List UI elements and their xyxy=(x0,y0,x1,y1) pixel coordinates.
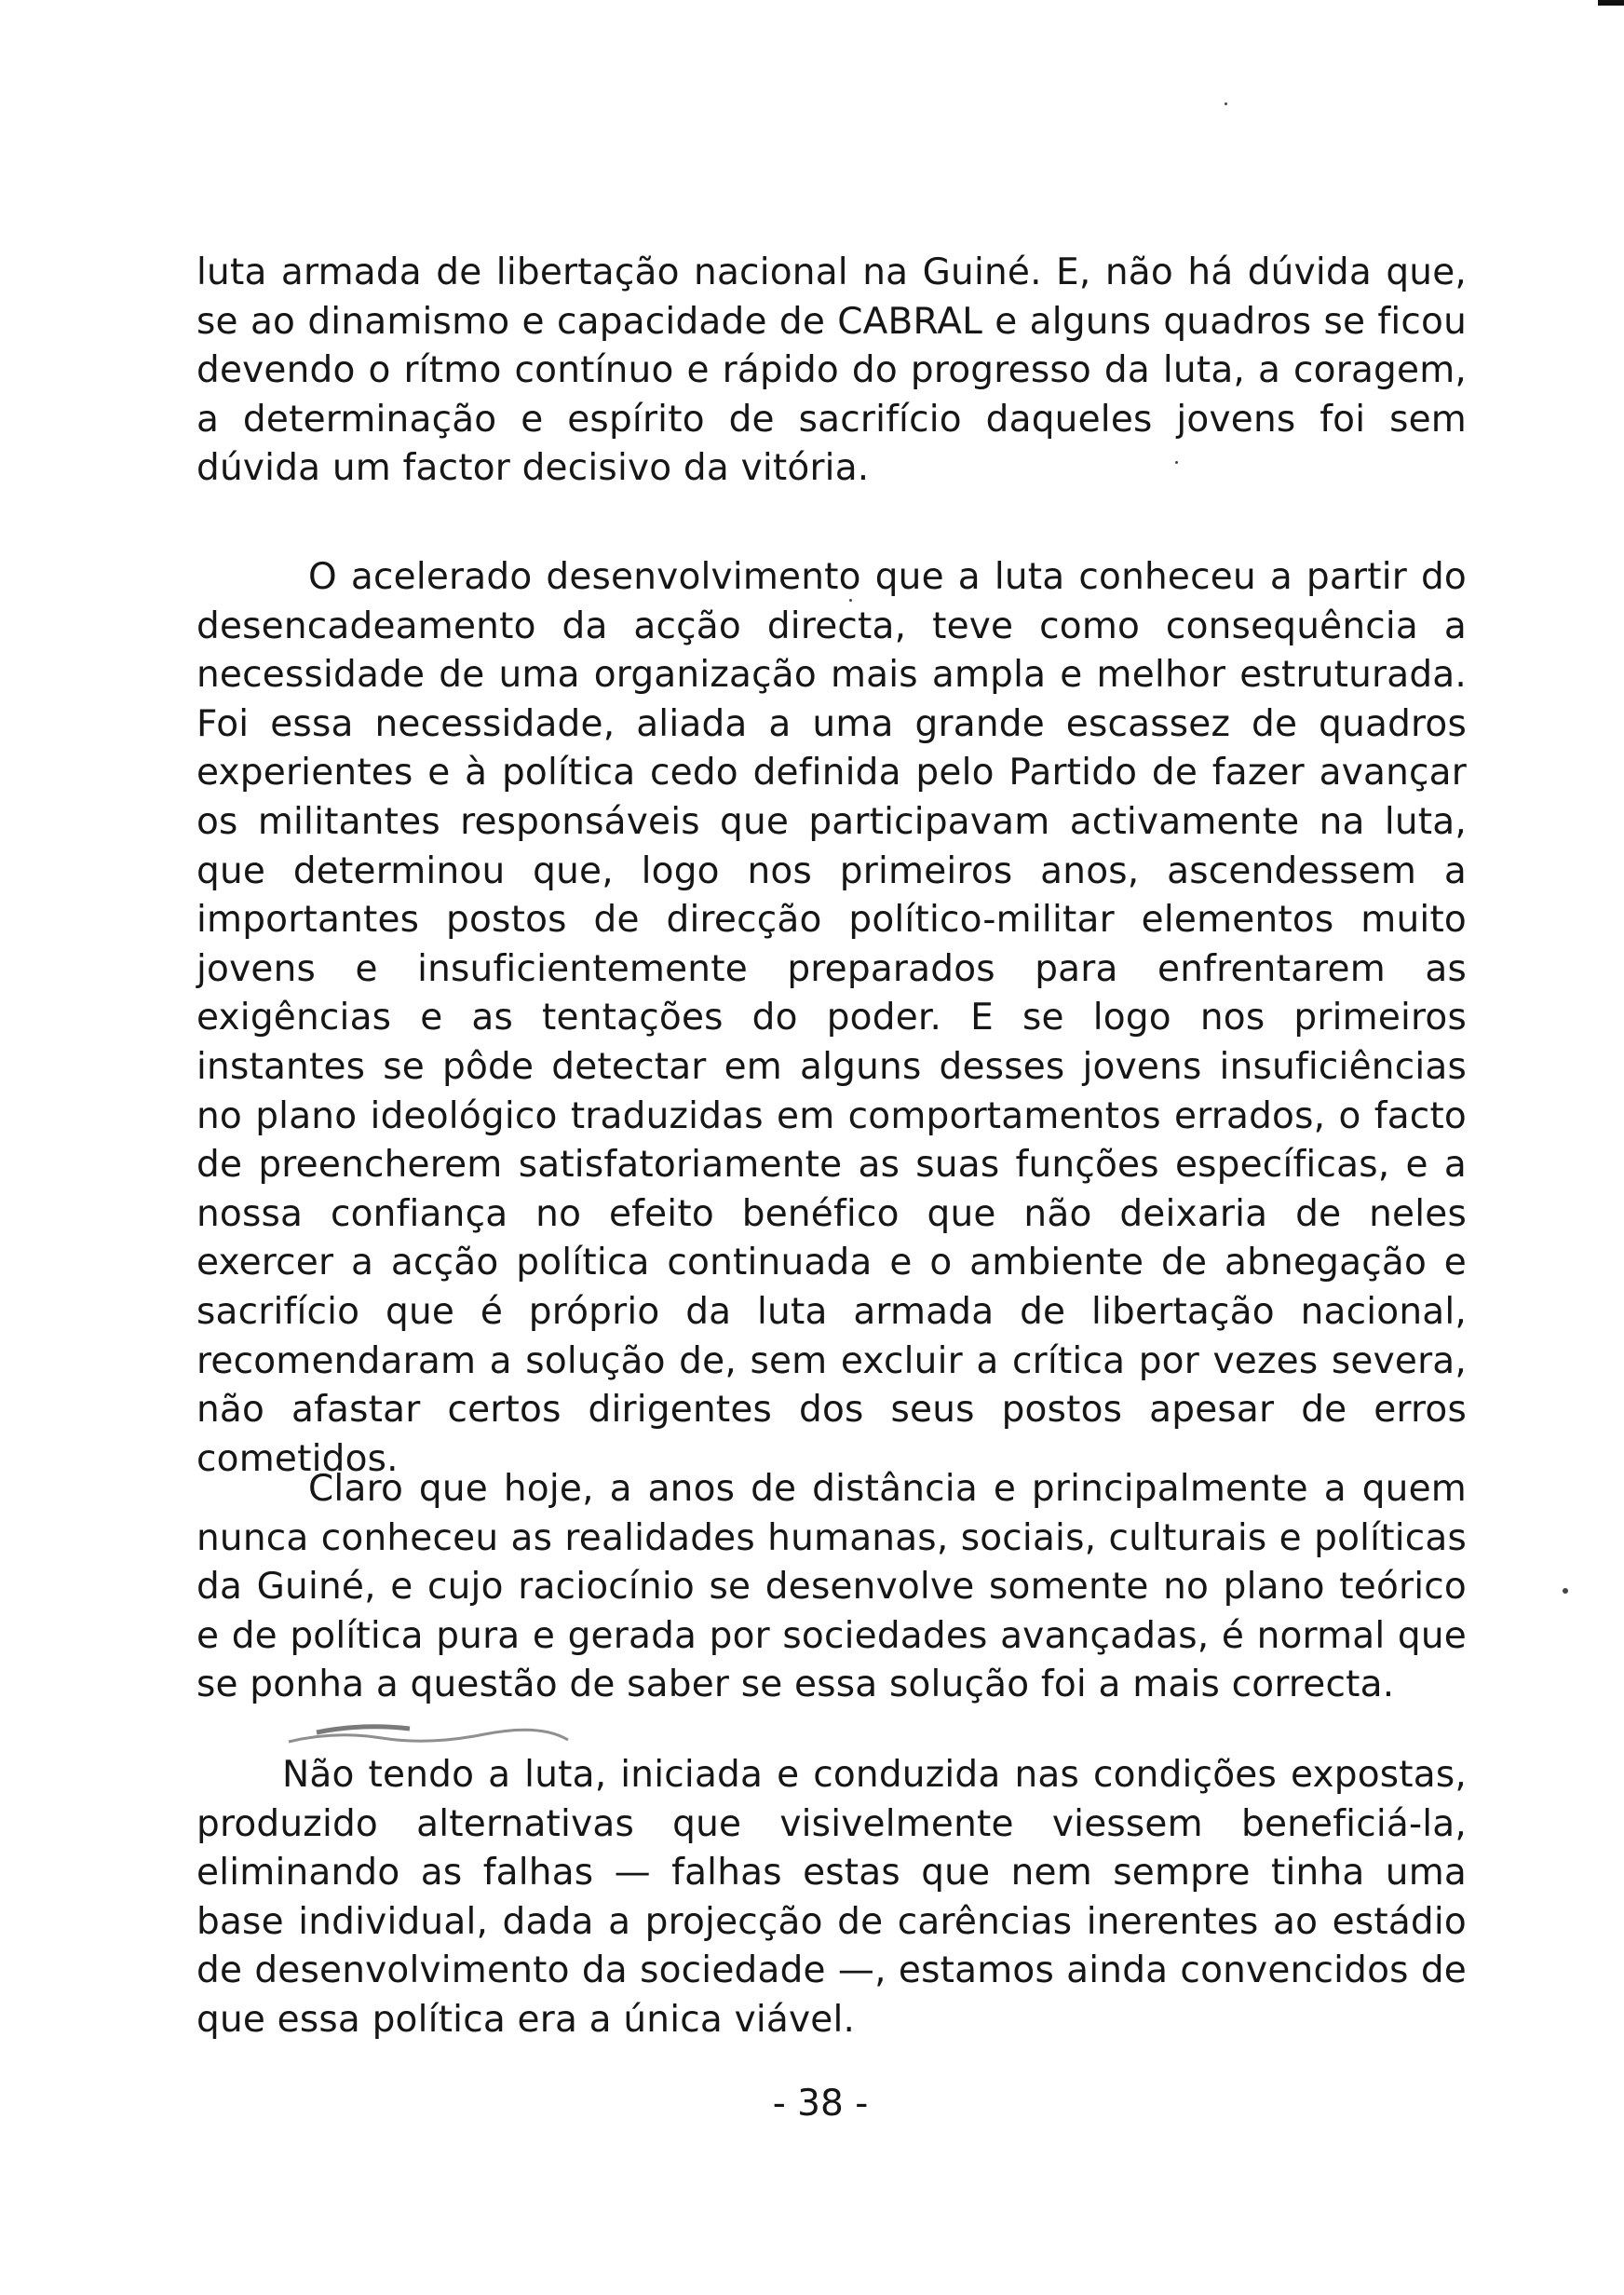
paragraph-2: O acelerado desenvolvimento que a luta conheceu a partir do desencadeamento da acção directa, teve como consequência a necessidade de uma organização mais ampla e melhor estruturada. Foi essa necessidade, aliada a uma grande escassez de quadros experientes e à política cedo definida pelo Partido de fazer avançar os militantes responsáveis que participavam activamente na luta, que determinou que, logo nos primeiros anos, ascendessem a importantes postos de direcção político-militar elementos muito jovens e insuficientemente preparados para enfrentarem as exigências e as tentações do poder. E se logo nos primeiros instantes se pôde detectar em alguns desses jovens insuficiências no plano ideológico traduzidas em comportamentos errados, o facto de preencherem satisfatoriamente as suas funções específicas, e a nossa confiança no efeito benéfico que não deixaria de neles exercer a acção política continuada e o ambiente de abnegação e sacrifício que é próprio da luta armada de libertação nacional, recomendaram a solução de, sem excluir a crítica por vezes severa, não afastar certos dirigentes dos seus postos apesar de erros cometidos. xyxy=(196,556,1467,1480)
paragraph-1: luta armada de libertação nacional na Guiné. E, não há dúvida que, se ao dinamismo e capacidade de CABRAL e alguns quadros se ficou devendo o rítmo contínuo e rápido do progresso da luta, a coragem, a determinação e espírito de sacrifício daqueles jovens foi sem dúvida um factor decisivo da vitória. xyxy=(196,251,1467,490)
page-number: - 38 - xyxy=(772,2083,869,2125)
paragraph-4: Não tendo a luta, iniciada e conduzida nas condições expostas, produzido alternativas que visivelmente viessem beneficiá-la, eliminando as falhas — falhas estas que nem sempre tinha uma base individual, dada a projecção de carências inerentes ao estádio de desenvolvimento da sociedade —, estamos ainda convencidos de que essa política era a única viável. xyxy=(196,1754,1467,2041)
scan-speck xyxy=(1563,1588,1568,1594)
ink-smudge xyxy=(279,1714,577,1751)
scan-speck xyxy=(1225,102,1227,105)
scan-speck xyxy=(849,599,852,602)
scan-speck xyxy=(1175,461,1178,464)
paragraph-3: Claro que hoje, a anos de distância e principalmente a quem nunca conheceu as realidades humanas, sociais, culturais e políticas da Guiné, e cujo raciocínio se desenvolve somente no plano teórico e de política pura e gerada por sociedades avançadas, é normal que se ponha a questão de saber se essa solução foi a mais correcta. xyxy=(196,1468,1467,1706)
scan-corner-mark xyxy=(1598,0,1624,6)
